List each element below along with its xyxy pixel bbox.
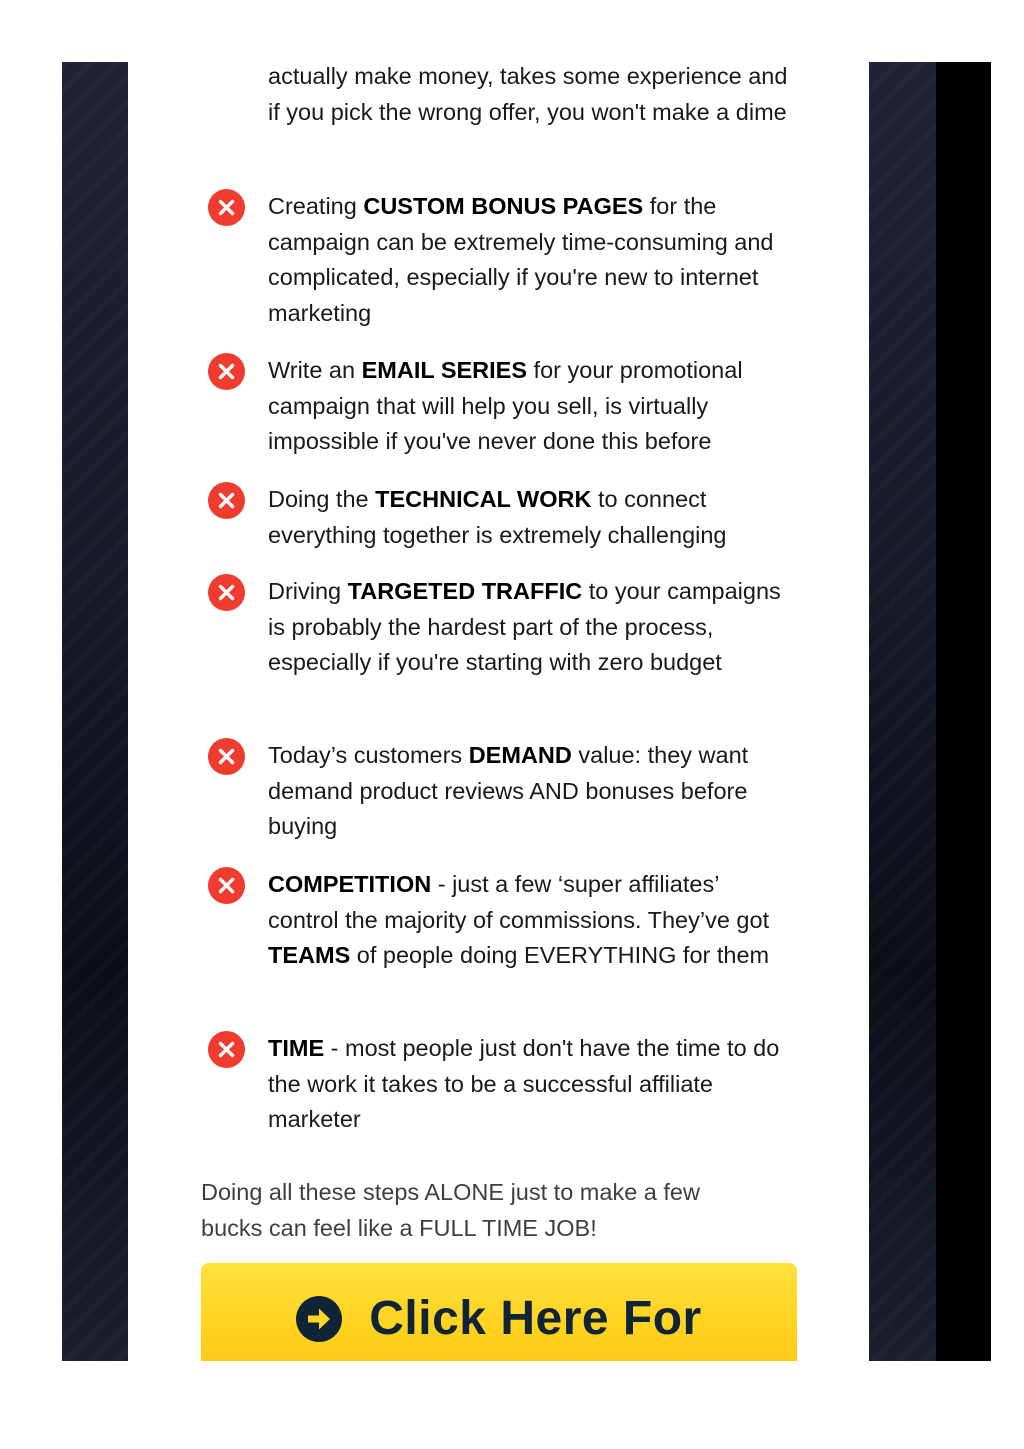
problem-text: actually make money, takes some experience and if you pick the wrong offer, you won't make a dime	[268, 63, 788, 125]
problem-text: Creating CUSTOM BONUS PAGES for the campaign can be extremely time-consuming and complicated, especially if you're new to internet marketing	[268, 193, 774, 327]
x-circle-icon	[208, 738, 245, 775]
summary-text: Doing all these steps ALONE just to make a few bucks can feel like a FULL TIME JOB!	[201, 1179, 700, 1241]
x-circle-icon	[208, 482, 245, 519]
cta-button[interactable]	[201, 1263, 797, 1361]
background-money-pattern-left	[62, 62, 128, 1361]
x-circle-icon	[208, 867, 245, 904]
content-column	[128, 62, 869, 1361]
cta-inner	[296, 1291, 701, 1347]
problem-text: TIME - most people just don't have the time to do the work it takes to be a successful affiliate marketer	[268, 1035, 780, 1133]
problem-text: Driving TARGETED TRAFFIC to your campaigns is probably the hardest part of the process, especially if you're starting with zero budget	[268, 578, 781, 676]
page-viewport	[62, 62, 991, 1361]
x-circle-icon	[208, 189, 245, 226]
problem-text: Write an EMAIL SERIES for your promotional campaign that will help you sell, is virtually impossible if you've never done this before	[268, 357, 743, 455]
x-circle-icon	[208, 353, 245, 390]
arrow-right-circle-icon	[296, 1296, 342, 1342]
problem-text: Doing the TECHNICAL WORK to connect everything together is extremely challenging	[268, 486, 727, 548]
x-circle-icon	[208, 574, 245, 611]
x-circle-icon	[208, 1031, 245, 1068]
problem-text: Today’s customers DEMAND value: they want demand product reviews AND bonuses before buying	[268, 742, 749, 840]
background-money-pattern-right	[869, 62, 936, 1361]
cta-label: Click Here For	[369, 1292, 702, 1345]
problem-text: COMPETITION - just a few ‘super affiliates’ control the majority of commissions. They’ve got TEAMS of people doing EVERYTHING for them	[268, 871, 770, 969]
